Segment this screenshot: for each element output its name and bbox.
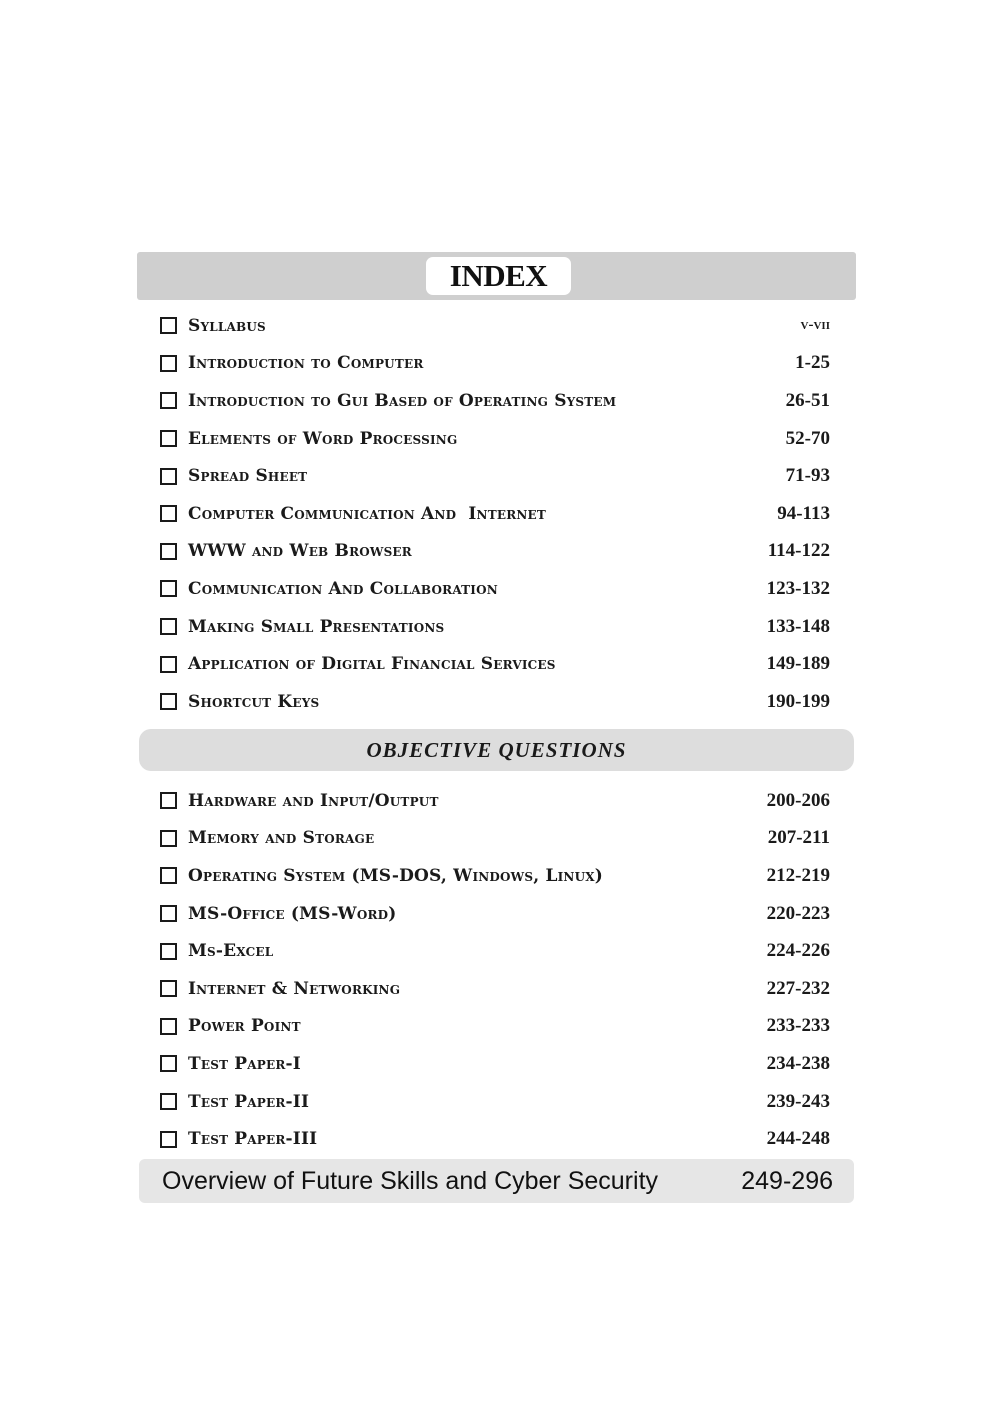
entry-pages: 71-93 bbox=[785, 465, 830, 487]
objective-entry bbox=[160, 857, 830, 895]
index-entry bbox=[160, 307, 830, 345]
entry-pages: 149-189 bbox=[766, 653, 830, 675]
objective-entry bbox=[160, 895, 830, 933]
checkbox-icon bbox=[160, 1131, 177, 1148]
entry-title: Computer Communication And Internet bbox=[188, 503, 547, 524]
entry-title: Internet & Networking bbox=[188, 978, 401, 999]
entry-title: Test Paper-III bbox=[188, 1129, 318, 1150]
index-entries bbox=[160, 307, 830, 721]
checkbox-icon bbox=[160, 830, 177, 847]
entry-pages: v-vii bbox=[800, 317, 830, 334]
index-entry bbox=[160, 382, 830, 420]
checkbox-icon bbox=[160, 317, 177, 334]
objective-entries bbox=[160, 782, 830, 1158]
index-entry bbox=[160, 457, 830, 495]
objective-entry bbox=[160, 1045, 830, 1083]
entry-title: Introduction to Computer bbox=[188, 353, 424, 374]
objective-entry bbox=[160, 1083, 830, 1121]
checkbox-icon bbox=[160, 580, 177, 597]
entry-title: Introduction to Gui Based of Operating System bbox=[188, 390, 617, 411]
entry-pages: 52-70 bbox=[785, 427, 830, 449]
objective-questions-header bbox=[139, 729, 854, 771]
entry-pages: 233-233 bbox=[766, 1015, 830, 1037]
entry-title: Test Paper-I bbox=[188, 1053, 301, 1074]
entry-pages: 200-206 bbox=[766, 789, 830, 811]
checkbox-icon bbox=[160, 656, 177, 673]
objective-entry bbox=[160, 1120, 830, 1158]
checkbox-icon bbox=[160, 905, 177, 922]
entry-pages: 94-113 bbox=[777, 502, 830, 524]
checkbox-icon bbox=[160, 1093, 177, 1110]
objective-entry bbox=[160, 782, 830, 820]
overview-entry bbox=[139, 1159, 854, 1203]
checkbox-icon bbox=[160, 468, 177, 485]
entry-pages: 190-199 bbox=[766, 690, 830, 712]
entry-title: Communication And Collaboration bbox=[188, 578, 498, 599]
checkbox-icon bbox=[160, 980, 177, 997]
objective-entry bbox=[160, 970, 830, 1008]
entry-pages: 114-122 bbox=[767, 540, 830, 562]
entry-title: Power Point bbox=[188, 1016, 301, 1037]
index-entry bbox=[160, 645, 830, 683]
index-entry bbox=[160, 608, 830, 646]
objective-entry bbox=[160, 1008, 830, 1046]
entry-pages: 224-226 bbox=[766, 940, 830, 962]
entry-title: Syllabus bbox=[188, 315, 266, 336]
entry-title: Making Small Presentations bbox=[188, 616, 445, 637]
index-title: INDEX bbox=[449, 258, 548, 293]
entry-pages: 1-25 bbox=[795, 352, 830, 374]
entry-pages: 227-232 bbox=[766, 977, 830, 999]
index-entry bbox=[160, 533, 830, 571]
entry-pages: 26-51 bbox=[785, 389, 830, 411]
entry-pages: 123-132 bbox=[766, 577, 830, 599]
overview-pages: 249-296 bbox=[741, 1167, 833, 1195]
entry-pages: 244-248 bbox=[766, 1128, 830, 1150]
entry-title: Memory and Storage bbox=[188, 828, 375, 849]
index-entry bbox=[160, 420, 830, 458]
index-title-box bbox=[426, 257, 571, 295]
index-entry bbox=[160, 345, 830, 383]
entry-title: Ms-Excel bbox=[188, 941, 274, 962]
checkbox-icon bbox=[160, 792, 177, 809]
index-entry bbox=[160, 683, 830, 721]
entry-pages: 207-211 bbox=[767, 827, 830, 849]
entry-title: WWW and Web Browser bbox=[188, 541, 412, 562]
index-entry bbox=[160, 570, 830, 608]
checkbox-icon bbox=[160, 543, 177, 560]
checkbox-icon bbox=[160, 1055, 177, 1072]
entry-title: Hardware and Input/Output bbox=[188, 790, 439, 811]
entry-title: Operating System (MS-DOS, Windows, Linux) bbox=[188, 865, 604, 886]
entry-title: MS-Office (MS-Word) bbox=[188, 903, 397, 924]
entry-title: Test Paper-II bbox=[188, 1091, 310, 1112]
checkbox-icon bbox=[160, 505, 177, 522]
entry-title: Application of Digital Financial Services bbox=[188, 654, 556, 675]
objective-questions-title: OBJECTIVE QUESTIONS bbox=[366, 737, 627, 762]
entry-pages: 133-148 bbox=[766, 615, 830, 637]
entry-pages: 239-243 bbox=[766, 1090, 830, 1112]
overview-title: Overview of Future Skills and Cyber Security bbox=[162, 1167, 659, 1195]
index-entry bbox=[160, 495, 830, 533]
entry-pages: 220-223 bbox=[766, 902, 830, 924]
checkbox-icon bbox=[160, 392, 177, 409]
entry-title: Shortcut Keys bbox=[188, 691, 320, 712]
checkbox-icon bbox=[160, 618, 177, 635]
entry-pages: 234-238 bbox=[766, 1052, 830, 1074]
objective-entry bbox=[160, 820, 830, 858]
checkbox-icon bbox=[160, 943, 177, 960]
checkbox-icon bbox=[160, 867, 177, 884]
checkbox-icon bbox=[160, 693, 177, 710]
entry-pages: 212-219 bbox=[766, 864, 830, 886]
checkbox-icon bbox=[160, 430, 177, 447]
index-header bbox=[137, 252, 856, 300]
entry-title: Spread Sheet bbox=[188, 466, 308, 487]
objective-entry bbox=[160, 932, 830, 970]
entry-title: Elements of Word Processing bbox=[188, 428, 458, 449]
checkbox-icon bbox=[160, 355, 177, 372]
checkbox-icon bbox=[160, 1018, 177, 1035]
